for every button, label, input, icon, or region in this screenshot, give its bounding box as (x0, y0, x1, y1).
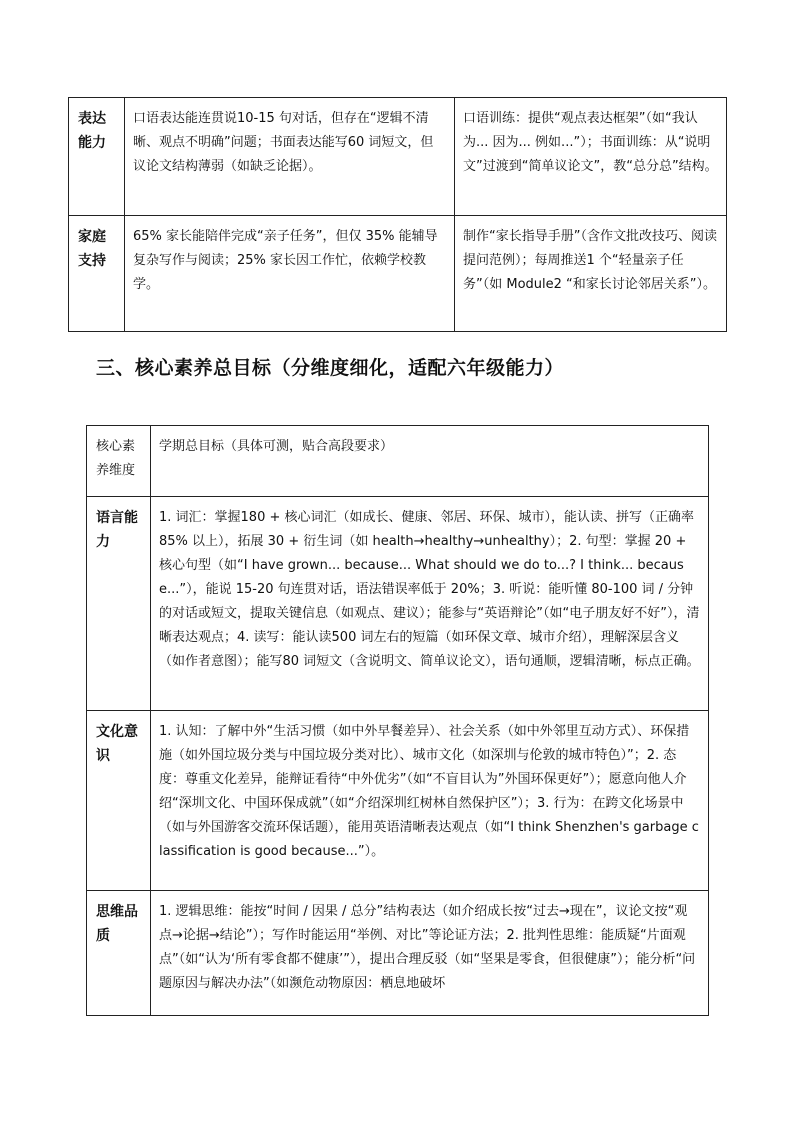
goal-cell: 1. 词汇：掌握180 + 核心词汇（如成长、健康、邻居、环保、城市），能认读、拼写（正确率 85% 以上），拓展 30 + 衍生词（如 health→healthy→unhealthy）；2. 句型：掌握 20 + 核心句型（如“I have grown... because... What should we do to...? I think... because...”），能说 15-20 句连贯对话，语法错误率低于 20%；3. 听说：能听懂 80-100 词 / 分钟的对话或短文，提取关键信息（如观点、建议）；能参与“英语辩论”（如“电子朋友好不好”），清晰表达观点；4. 读写：能认读500 词左右的短篇（如环保文章、城市介绍），理解深层含义（如作者意图）；能写80 词短文（含说明文、简单议论文），语句通顺，逻辑清晰，标点正确。 (151, 497, 709, 711)
row-label-thinking-quality: 思维品质 (87, 891, 151, 1016)
table-row (87, 891, 709, 1016)
table-row (69, 98, 727, 216)
strategy-cell: 口语训练：提供“观点表达框架”（如“我认为... 因为... 例如...”）；书面训练：从“说明文”过渡到“简单议论文”，教“总分总”结构。 (455, 98, 727, 216)
row-label-cultural-awareness: 文化意识 (87, 711, 151, 891)
header-goal: 学期总目标（具体可测，贴合高段要求） (151, 426, 709, 497)
strategy-cell: 制作“家长指导手册”（含作文批改技巧、阅读提问范例）；每周推送1 个“轻量亲子任务”（如 Module2 “和家长讨论邻居关系”）。 (455, 216, 727, 332)
goal-cell: 1. 逻辑思维：能按“时间 / 因果 / 总分”结构表达（如介绍成长按“过去→现在”，议论文按“观点→论据→结论”）；写作时能运用“举例、对比”等论证方法；2. 批判性思维：能质疑“片面观点”（如“认为‘所有零食都不健康’”），提出合理反驳（如“坚果是零食，但很健康”）；能分析“问题原因与解决办法”（如濒危动物原因：栖息地破坏 (151, 891, 709, 1016)
header-dimension: 核心素养维度 (87, 426, 151, 497)
row-label-language-ability: 语言能力 (87, 497, 151, 711)
section-heading: 三、核心素养总目标（分维度细化，适配六年级能力） (96, 357, 565, 379)
learner-analysis-table (68, 97, 727, 332)
core-literacy-goals-table (86, 425, 709, 1016)
table-row (87, 497, 709, 711)
situation-cell: 65% 家长能陪伴完成“亲子任务”，但仅 35% 能辅导复杂写作与阅读；25% 家长因工作忙，依赖学校教学。 (125, 216, 455, 332)
table-row (69, 216, 727, 332)
table-header-row (87, 426, 709, 497)
row-label-family-support: 家庭支持 (69, 216, 125, 332)
goal-cell: 1. 认知：了解中外“生活习惯（如中外早餐差异）、社会关系（如中外邻里互动方式）、环保措施（如外国垃圾分类与中国垃圾分类对比）、城市文化（如深圳与伦敦的城市特色）”；2. 态度：尊重文化差异，能辩证看待“中外优劣”（如“不盲目认为”外国环保更好”）；愿意向他人介绍“深圳文化、中国环保成就”（如“介绍深圳红树林自然保护区”）；3. 行为：在跨文化场景中（如与外国游客交流环保话题），能用英语清晰表达观点（如“I think Shenzhen's garbage classification is good because...”）。 (151, 711, 709, 891)
table-row (87, 711, 709, 891)
situation-cell: 口语表达能连贯说10-15 句对话，但存在“逻辑不清晰、观点不明确”问题；书面表达能写60 词短文，但议论文结构薄弱（如缺乏论据）。 (125, 98, 455, 216)
row-label-expression: 表达能力 (69, 98, 125, 216)
